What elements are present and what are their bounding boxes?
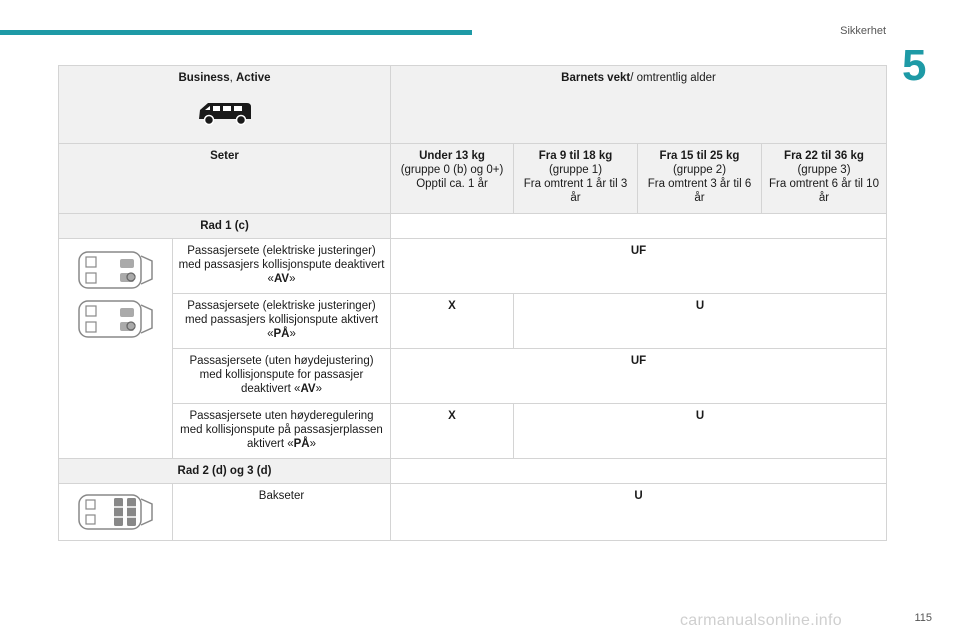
table-row bbox=[59, 484, 887, 541]
header-accent-bar bbox=[0, 30, 472, 35]
front-passenger-seat-icon bbox=[76, 296, 156, 342]
group-age: Fra omtrent 3 år til 6 år bbox=[647, 178, 752, 204]
group-header-row bbox=[59, 144, 887, 214]
seats-label: Seter bbox=[59, 144, 391, 214]
front-seat-diagram-cell bbox=[59, 239, 173, 459]
compat-value: U bbox=[514, 404, 887, 459]
airbag-state: PÅ bbox=[293, 438, 310, 450]
airbag-state: PÅ bbox=[273, 328, 290, 340]
weight-sublabel: / omtrentlig alder bbox=[630, 72, 716, 84]
airbag-state: AV bbox=[273, 273, 290, 285]
rear-seat-diagram-cell bbox=[59, 484, 173, 541]
table-row bbox=[59, 404, 887, 459]
row1-label: Rad 1 (c) bbox=[59, 214, 391, 239]
group-weight: Fra 15 til 25 kg bbox=[659, 150, 740, 162]
group-number: (gruppe 0 (b) og 0+) bbox=[400, 164, 504, 176]
group-weight: Fra 9 til 18 kg bbox=[538, 150, 613, 162]
empty-cell bbox=[391, 214, 887, 239]
section-title: Sikkerhet bbox=[840, 25, 886, 37]
group-age: Fra omtrent 6 år til 10 år bbox=[769, 178, 879, 204]
van-icon bbox=[195, 99, 255, 127]
seat-description bbox=[173, 294, 391, 349]
compat-value: UF bbox=[391, 349, 887, 404]
empty-cell bbox=[391, 459, 887, 484]
row-section-header bbox=[59, 214, 887, 239]
seat-text-end: » bbox=[289, 273, 296, 285]
group-number: (gruppe 2) bbox=[672, 164, 727, 176]
group-cell bbox=[391, 144, 514, 214]
front-passenger-seat-icon bbox=[76, 247, 156, 293]
watermark: carmanualsonline.info bbox=[680, 612, 842, 629]
seat-text: Passasjersete uten høyderegulering med kollisjonspute på passasjerplassen aktivert « bbox=[180, 410, 383, 450]
seat-text-end: » bbox=[289, 328, 296, 340]
seat-text-end: » bbox=[315, 383, 322, 395]
group-cell bbox=[514, 144, 638, 214]
table-header-row bbox=[59, 66, 887, 144]
table-row bbox=[59, 349, 887, 404]
group-age: Fra omtrent 1 år til 3 år bbox=[523, 178, 628, 204]
group-weight: Fra 22 til 36 kg bbox=[784, 150, 864, 162]
group-age: Opptil ca. 1 år bbox=[416, 178, 488, 190]
seat-description: Bakseter bbox=[173, 484, 391, 541]
table-row bbox=[59, 239, 887, 294]
group-number: (gruppe 1) bbox=[548, 164, 603, 176]
table-row bbox=[59, 294, 887, 349]
version-business: Business bbox=[178, 72, 230, 84]
airbag-state: AV bbox=[300, 383, 316, 395]
weight-label: Barnets vekt bbox=[561, 72, 631, 84]
seat-text-end: » bbox=[309, 438, 317, 450]
group-weight: Under 13 kg bbox=[419, 150, 485, 162]
group-cell bbox=[762, 144, 887, 214]
row2-label: Rad 2 (d) og 3 (d) bbox=[59, 459, 391, 484]
row-section-header bbox=[59, 459, 887, 484]
group-number: (gruppe 3) bbox=[797, 164, 851, 176]
compat-value: U bbox=[514, 294, 887, 349]
rear-seats-icon bbox=[76, 492, 156, 532]
chapter-number: 5 bbox=[902, 41, 927, 90]
versions-cell bbox=[59, 66, 391, 144]
group-cell bbox=[638, 144, 762, 214]
seat-text: Passasjersete (elektriske justeringer) med passasjers kollisjonspute deaktivert « bbox=[178, 245, 385, 285]
compat-value: UF bbox=[391, 239, 887, 294]
compat-value: X bbox=[391, 404, 514, 459]
seat-description bbox=[173, 404, 391, 459]
compat-value: U bbox=[391, 484, 887, 541]
child-seat-table bbox=[58, 65, 887, 541]
page-number: 115 bbox=[914, 612, 932, 624]
version-separator: , bbox=[229, 72, 236, 84]
weight-header-cell bbox=[391, 66, 887, 144]
version-active: Active bbox=[236, 72, 271, 84]
seat-text: Passasjersete (elektriske justeringer) med passasjers kollisjonspute aktivert « bbox=[184, 300, 379, 340]
seat-description bbox=[173, 349, 391, 404]
seat-description bbox=[173, 239, 391, 294]
compat-value: X bbox=[391, 294, 514, 349]
seat-text: Passasjersete (uten høydejustering) med kollisjonspute for passasjer deaktivert « bbox=[189, 355, 374, 395]
